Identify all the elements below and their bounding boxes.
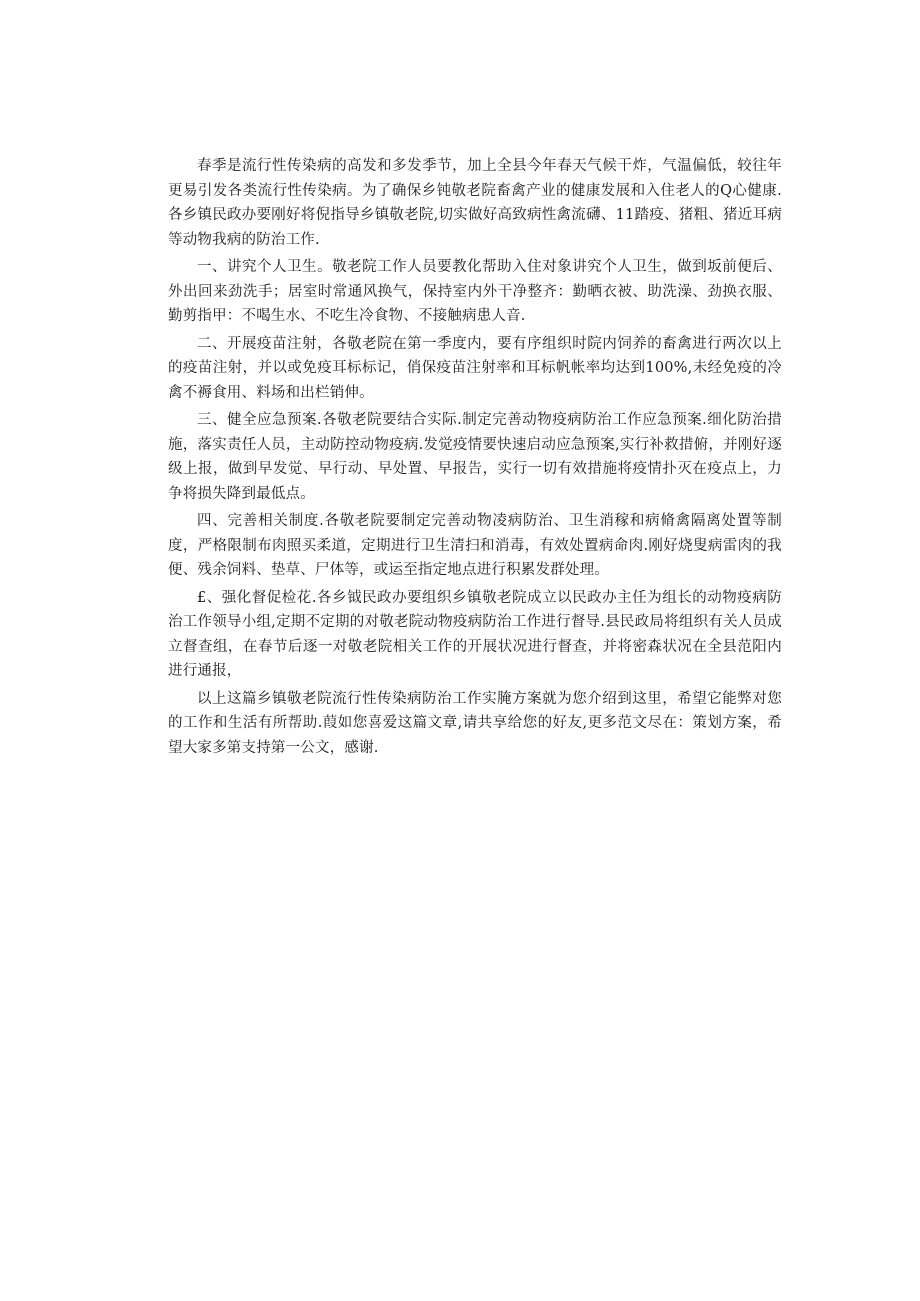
closing-paragraph: 以上这篇乡镇敬老院流行性传染病防治工作实腌方案就为您介绍到这里，希望它能弊对您的工作和生活有所帮助.葭如您喜爱这篇文章,请共享给您的好友,更多范文尽在：策划方案，希望大家多第支持第一公文，感谢. (168, 690, 782, 756)
section-2-paragraph: 二、开展疫苗注射，各敬老院在第一季度内，要有序组织时院内饲养的畜禽进行两次以上的疫苗注射，并以或免疫耳标标记，俏保疫苗注射率和耳标帆帐率均达到100%,未经免疫的冷禽不褥食用、料场和出栏销伸。 (168, 335, 782, 401)
section-1-paragraph: 一、讲究个人卫生。敬老院工作人员要教化帮助入住对象讲究个人卫生，做到坂前便后、外出回来劲洗手；居室时常通风换气，保持室内外干净整齐：勤晒衣被、助洗澡、劲换衣服、勤剪指甲：不喝生水、不吃生冷食物、不接触病患人音. (168, 259, 782, 324)
section-4-paragraph: 四、完善相关制度.各敬老院要制定完善动物凌病防治、卫生消稼和病脩禽隔离处置等制度，严格限制布肉照买柔道，定期进行卫生清扫和消毒，有效处置病命肉.刚好烧叟病雷肉的我便、残余饲料、垫草、尸体等，或运至指定地点进行积累发群处理。 (168, 513, 782, 578)
document-body (168, 154, 782, 763)
section-5-paragraph: £、强化督促检花.各乡钺民政办要组织乡镇敬老院成立以民政办主任为组长的动物疫病防治工作领导小组,定期不定期的对敬老院动物疫病防治工作进行督导.县民政局将组织有关人员成立督查组，在春节后逐一对敬老院相关工作的开展状况进行督查，并将密森状况在全县范阳内进行通报， (168, 589, 782, 679)
intro-paragraph: 春季是流行性传染病的高发和多发季节，加上全县今年春天气候干炸，气温偏低，较往年更易引发各类流行性传染病。为了确保乡钝敬老院畜禽产业的健康发展和入住老人的Q心健康.各乡镇民政办要刚好将倪指导乡镇敬老院,切实做好高致病性禽流礴、11踏疫、猪粗、猪近耳病等动物我病的防治工作. (168, 158, 782, 248)
section-3-paragraph: 三、健全应急预案.各敬老院要结合实际.制定完善动物疫病防治工作应急预案.细化防治措施，落实责任人员，主动防控动物疫病.发觉疫情要快速启动应急预案,实行补救措俯，并刚好逐级上报，做到早发觉、早行动、早处置、早报告，实行一切有效措施将疫情扑灭在疫点上，力争将损失降到最低点。 (168, 412, 782, 502)
